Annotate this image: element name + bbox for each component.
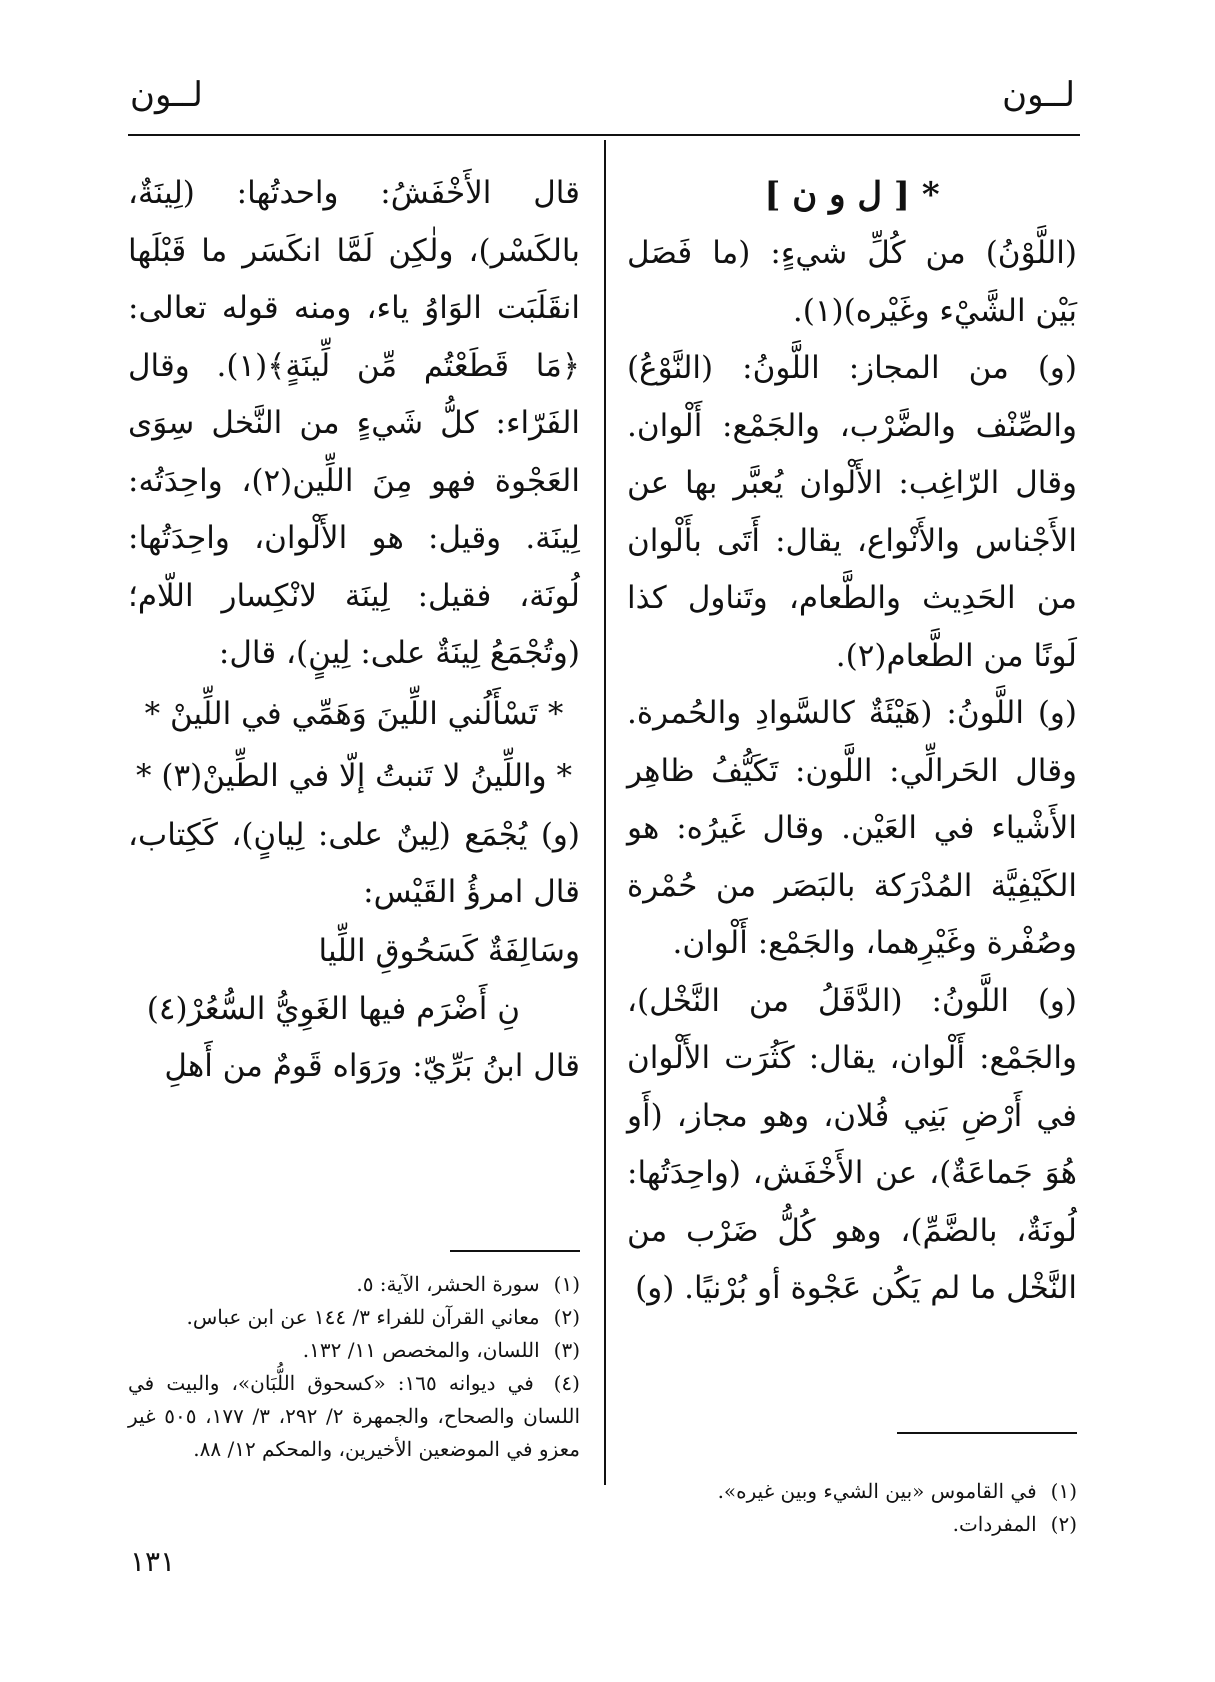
right-paragraph-3: (و) اللَّونُ: (هَيْئَةٌ كالسَّوادِ والحُمرة. وقال الحَرالِّي: اللَّون: تَكَيُّفُ ظاهِر الأَشْياء في العَيْن. وقال غَيرُه: هو الكَيْفِيَّة المُدْرَكة بالبَصَر من حُمْرة وصُفْرة وغَيْرِهما، والجَمْع: أَلْوان. xyxy=(627,695,1077,961)
footnote-text: سورة الحشر، الآية: ٥. xyxy=(356,1272,540,1296)
right-paragraph-2: (و) من المجاز: اللَّونُ: (النَّوْعُ) والصِّنْف والضَّرْب، والجَمْع: أَلْوان. وقال الرّاغِب: الأَلْوان يُعبَّر بها عن الأَجْناس والأَنْواع، يقال: أَتَى بأَلْوان من الحَدِيث والطَّعام، وتَناول كذا لَونًا من الطَّعام(٢). xyxy=(627,350,1077,674)
footnotes-left xyxy=(128,1268,580,1466)
left-column xyxy=(128,165,580,1095)
running-head-left: لــون xyxy=(130,75,203,115)
page-number: ١٣١ xyxy=(130,1545,176,1578)
left-paragraph-2: (و) يُجْمَع (لِينٌ على: لِيانٍ)، كَكِتاب، قال امرؤُ القَيْس: xyxy=(128,816,580,910)
footnote-number: (٢) xyxy=(1050,1512,1077,1536)
footnote-text: معاني القرآن للفراء ٣/ ١٤٤ عن ابن عباس. xyxy=(186,1305,540,1329)
footnote-rule-left xyxy=(450,1250,580,1252)
running-head-right: لــون xyxy=(1002,75,1075,115)
footnote-number: (٤) xyxy=(553,1371,580,1395)
footnote xyxy=(128,1301,580,1334)
verse-line-3b: نِ أَضْرَم فيها الغَوِيُّ السُّعُرْ(٤) xyxy=(146,990,520,1027)
left-paragraph-1: قال الأَخْفَشُ: واحدتُها: (لِينَةٌ، بالكَسْر)، ولٰكِن لَمَّا انكَسَر ما قَبْلَها انقَلَبَت الوَاوُ ياء، ومنه قوله تعالى: ﴿مَا قَطَعْتُم مِّن لِّينَةٍ﴾(١). وقال الفَرّاء: كلُّ شَيءٍ من النَّخل سِوَى العَجْوة فهو مِنَ اللِّين(٢)، واحِدَتُه: لِينَة. وقيل: هو الأَلْوان، واحِدَتُها: لُونَة، فقيل: لِينَة لانْكِسار اللّام؛ (وتُجْمَعُ لِينَةٌ على: لِينٍ)، قال: xyxy=(128,175,581,671)
entry-headword: * [ ل و ن ] xyxy=(764,175,940,215)
verse-line-3a: وسَالِفَةٌ كَسَحُوقِ اللِّيا xyxy=(318,932,580,969)
column-divider xyxy=(604,140,606,1485)
footnote xyxy=(128,1268,580,1301)
footnote-number: (١) xyxy=(1050,1479,1077,1503)
right-paragraph-4: (و) اللَّونُ: (الدَّقَلُ من النَّخْل)، والجَمْع: أَلْوان، يقال: كَثُرَت الأَلْوان في أَرْضِ بَنِي فُلان، وهو مجاز، (أَو هُوَ جَماعَةٌ)، عن الأَخْفَش، (واحِدَتُها: لُونَةٌ، بالضَّمِّ)، وهو كُلُّ ضَرْب من النَّخْل ما لم يَكُن عَجْوة أو بُرْنيًا. (و) xyxy=(627,982,1077,1306)
verse-line-1: * تَسْأَلُني اللِّينَ وَهَمِّي في اللِّينْ * xyxy=(144,695,564,732)
footnotes-right xyxy=(627,1475,1077,1541)
footnote-text: في ديوانه ١٦٥: «كسحوق اللُّبَان»، والبيت في اللسان والصحاح، والجمهرة ٢/ ٢٩٢، ٣/ ١٧٧، ٥٠٥ غير معزو في الموضعين الأخيرين، والمحكم ١٢/ ٨٨. xyxy=(128,1371,581,1461)
footnote-number: (٢) xyxy=(553,1305,580,1329)
footnote xyxy=(128,1367,580,1466)
footnote-number: (١) xyxy=(553,1272,580,1296)
footnote-number: (٣) xyxy=(553,1338,580,1362)
footnote-rule-right xyxy=(897,1432,1077,1434)
footnote xyxy=(128,1334,580,1367)
footnote-text: في القاموس «بين الشيء وبين غيره». xyxy=(717,1479,1037,1503)
right-paragraph-1: (اللَّوْنُ) من كُلِّ شيءٍ: (ما فَصَل بَيْن الشَّيْء وغَيْره)(١). xyxy=(627,235,1077,329)
right-column xyxy=(627,165,1077,1318)
footnote xyxy=(627,1508,1077,1541)
verse-line-2: * واللِّينُ لا تَنبتُ إلّا في الطِّينْ(٣) * xyxy=(136,757,572,794)
footnote xyxy=(627,1475,1077,1508)
left-paragraph-3: قال ابنُ بَرِّيّ: ورَوَاه قَومٌ من أَهلِ xyxy=(164,1047,580,1084)
footnote-text: المفردات. xyxy=(952,1512,1037,1536)
footnote-text: اللسان، والمخصص ١١/ ١٣٢. xyxy=(302,1338,540,1362)
header-rule xyxy=(128,134,1080,136)
